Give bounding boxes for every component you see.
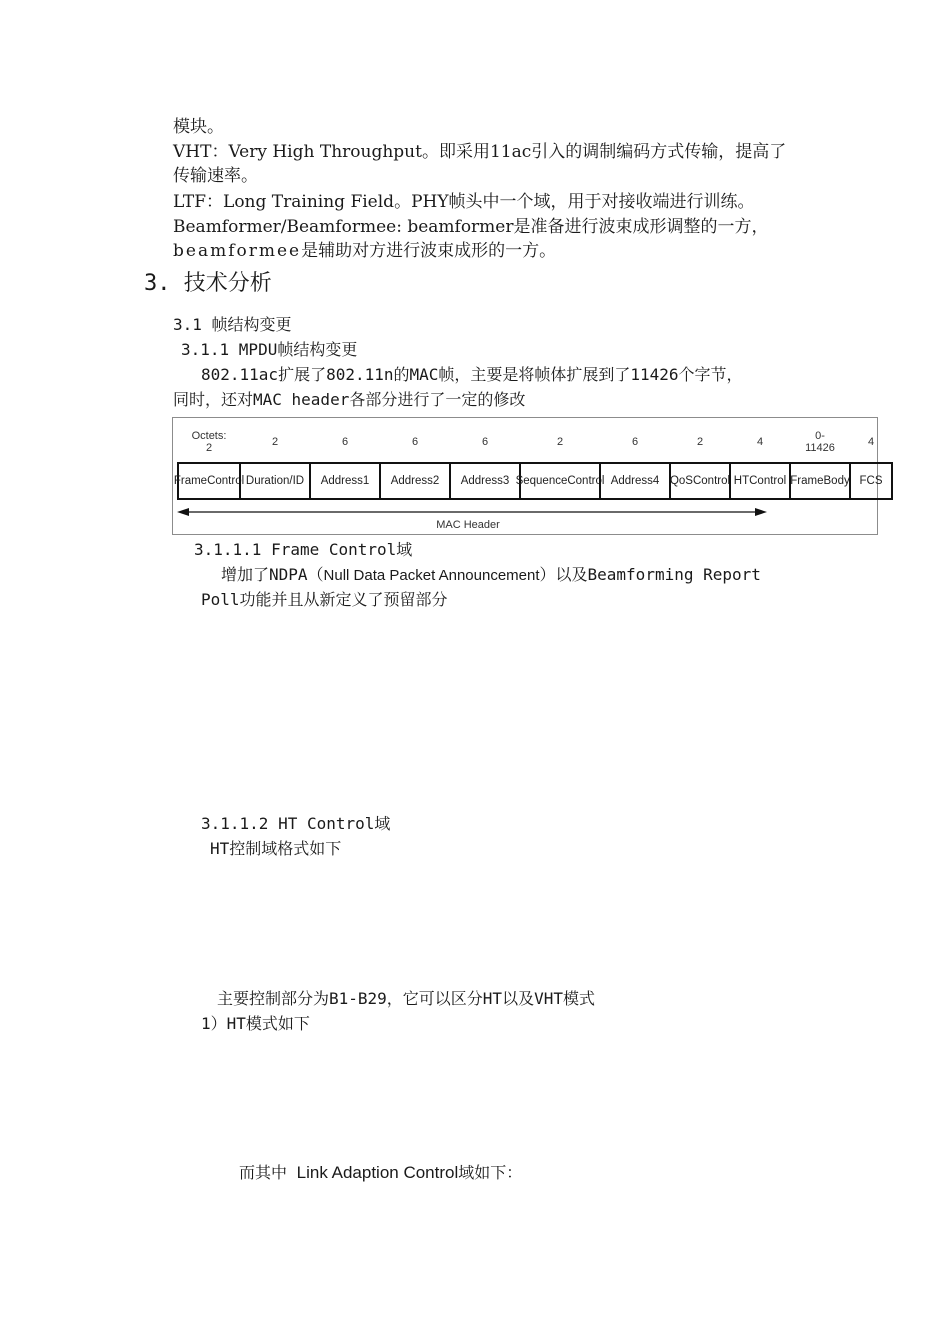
section-heading: 3. 技术分析 — [144, 271, 272, 296]
frame-field-label: Address — [610, 474, 653, 487]
ht-vht-mode-text: 主要控制部分为B1-B29，它可以区分HT以及VHT模式 — [217, 989, 595, 1008]
octet-count: 6 — [631, 436, 639, 448]
frame-field-label: Body — [823, 474, 850, 487]
frame-field — [173, 462, 245, 500]
link-adaption-text — [239, 1162, 522, 1184]
ht-mode-text: 1）HT模式如下 — [201, 1014, 310, 1033]
ht-control-heading: 3.1.1.2 HT Control域 — [201, 814, 391, 833]
frame-field — [729, 462, 791, 500]
octet-count: 4 — [756, 436, 764, 448]
frame-field-label: Duration — [245, 474, 290, 487]
frame-field — [379, 462, 451, 500]
frame-field-label: Control — [749, 474, 787, 487]
frame-field-label: /ID — [289, 474, 305, 487]
frame-field-label: Frame — [173, 474, 208, 487]
octet-count: 0- 11426 — [805, 430, 835, 454]
beamformee-desc: 是辅助对方进行波束成形的一方。 — [301, 241, 557, 261]
octet-count: 6 — [411, 436, 419, 448]
mac-frame-diagram — [172, 417, 883, 535]
frame-field — [849, 462, 893, 500]
mac-header-label: MAC Header — [436, 519, 500, 531]
text-line-module: 模块。 — [173, 117, 224, 137]
ndpa-expansion: Null Data Packet Announcement — [323, 567, 540, 584]
vht-definition: VHT：Very High Throughput。即采用11ac引入的调制编码方式传输，提高了 — [173, 142, 787, 162]
octet-count: Octets: 2 — [191, 430, 227, 454]
frame-field-label: 2 — [432, 474, 440, 487]
frame-field-label: Address — [390, 474, 433, 487]
vht-definition-cont: 传输速率。 — [173, 166, 258, 186]
frame-field-label: Control — [692, 474, 731, 487]
frame-field-label: 3 — [502, 474, 510, 487]
frame-field-label: QoS — [669, 474, 693, 487]
frame-fields-row — [173, 462, 891, 500]
frame-field-label: Control — [567, 474, 605, 487]
octet-count: 2 — [696, 436, 704, 448]
frame-control-paragraph-cont: Poll功能并且从新定义了预留部分 — [201, 590, 448, 609]
octet-count: 2 — [271, 436, 279, 448]
ndpa-text: 增加了NDPA（ — [221, 565, 324, 584]
frame-field-label: 1 — [362, 474, 370, 487]
frame-field — [309, 462, 381, 500]
frame-field — [449, 462, 521, 500]
frame-field — [239, 462, 311, 500]
frame-field-label: Sequence — [515, 474, 568, 487]
octet-count: 2 — [556, 436, 564, 448]
frame-field-label: HT — [733, 474, 750, 487]
link-adaption-term: Link Adaption Control — [296, 1163, 459, 1182]
frame-field-label: Frame — [790, 474, 824, 487]
subsubsection-heading: 3.1.1 MPDU帧结构变更 — [181, 340, 358, 359]
octet-count: 6 — [481, 436, 489, 448]
beamformee-definition — [173, 240, 556, 262]
octet-count: 4 — [867, 436, 875, 448]
frame-field — [599, 462, 671, 500]
frame-control-heading: 3.1.1.1 Frame Control域 — [194, 540, 413, 559]
frame-field-label: FCS — [859, 474, 883, 487]
paragraph-mac-frame-cont: 同时，还对MAC header各部分进行了一定的修改 — [173, 390, 526, 409]
frame-field-label: Address — [320, 474, 363, 487]
ht-control-format-text: HT控制域格式如下 — [210, 839, 342, 858]
frame-control-paragraph — [221, 564, 761, 587]
paragraph-mac-frame: 802.11ac扩展了802.11n的MAC帧，主要是将帧体扩展到了11426个字节， — [201, 365, 743, 384]
frame-field-label: 4 — [652, 474, 660, 487]
beamformee-term: beamformee — [173, 241, 302, 261]
beamforming-report-text: ）以及Beamforming Report — [539, 565, 761, 584]
ltf-definition: LTF：Long Training Field。PHY帧头中一个域，用于对接收端进行训练。 — [173, 192, 755, 212]
beamformer-definition: Beamformer/Beamformee: beamformer是准备进行波束成形调整的一方， — [173, 217, 769, 237]
link-adaption-suffix: 域如下： — [458, 1163, 523, 1182]
link-adaption-prefix: 而其中 — [239, 1163, 297, 1182]
octet-count: 6 — [341, 436, 349, 448]
frame-field — [515, 462, 605, 500]
frame-field-label: Address — [460, 474, 503, 487]
frame-field-label: Control — [207, 474, 245, 487]
mac-header-arrow — [177, 506, 767, 518]
frame-field — [789, 462, 851, 500]
subsection-heading: 3.1 帧结构变更 — [173, 315, 292, 334]
frame-field — [669, 462, 731, 500]
